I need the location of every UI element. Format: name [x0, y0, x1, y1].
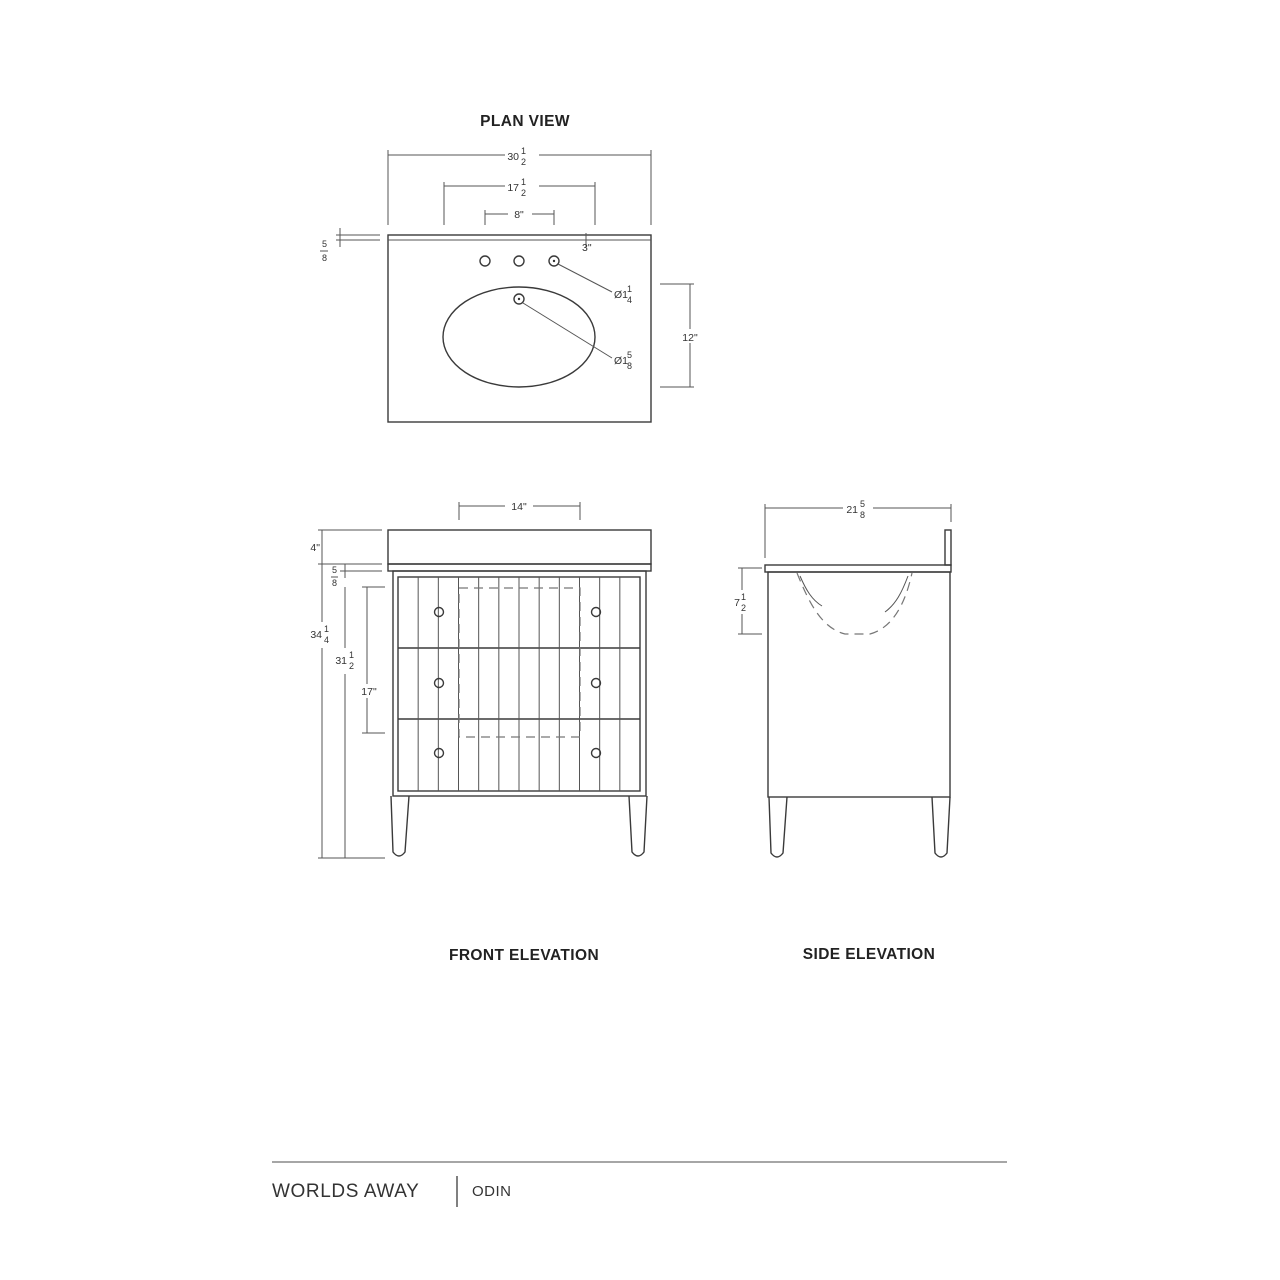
- dim-backsplash-height: 4": [310, 542, 320, 554]
- dim-bowl-side-num: 1: [741, 592, 747, 602]
- plan-basin-ellipse: [443, 287, 595, 387]
- dim-bowl-depth-plan: 12": [682, 332, 698, 344]
- dim-cabinet-height-den: 2: [349, 661, 355, 671]
- front-leg-left: [391, 796, 409, 856]
- dim-top-thickness-num: 5: [331, 565, 337, 575]
- knob-bottom-left: [435, 749, 444, 758]
- dim-overall-height-whole: 34: [310, 629, 322, 641]
- dim-overall-height-num: 1: [324, 624, 330, 634]
- knob-bottom-right: [592, 749, 601, 758]
- dim-backsplash-num: 5: [321, 239, 327, 249]
- dim-plan-width-whole: 30: [507, 151, 519, 163]
- footer-brand: WORLDS AWAY: [272, 1181, 420, 1202]
- plan-view-title: PLAN VIEW: [480, 113, 570, 130]
- plan-view: [320, 113, 702, 422]
- dim-drawer-height: 17": [361, 686, 377, 698]
- front-elevation: [308, 498, 651, 964]
- front-elevation-title: FRONT ELEVATION: [448, 947, 600, 964]
- faucet-hole-center-mark: [553, 260, 555, 262]
- side-basin-shade-left: [800, 576, 822, 606]
- side-cabinet-body: [768, 572, 950, 797]
- front-leg-right: [629, 796, 647, 856]
- faucet-hole-left: [480, 256, 490, 266]
- faucet-hole-center: [514, 256, 524, 266]
- dim-side-depth-num: 5: [860, 499, 866, 509]
- dim-drain-den: 8: [627, 361, 633, 371]
- dim-drain-num: 5: [627, 350, 633, 360]
- knob-top-left: [435, 608, 444, 617]
- dim-plan-width-den: 2: [521, 157, 527, 167]
- dim-cabinet-height-whole: 31: [335, 655, 347, 667]
- dim-front-basin-width: 14": [511, 501, 527, 513]
- dim-hole-offset: 3": [582, 242, 592, 254]
- side-elevation: [728, 498, 951, 963]
- dim-bowl-side-den: 2: [741, 603, 747, 613]
- side-backsplash: [945, 530, 951, 565]
- dim-faucet-hole-whole: Ø1: [614, 289, 629, 301]
- leader-faucet-hole: [558, 264, 612, 292]
- knob-middle-right: [592, 679, 601, 688]
- dim-drain-whole: Ø1: [614, 355, 629, 367]
- front-countertop: [388, 564, 651, 571]
- knob-top-right: [592, 608, 601, 617]
- footer-model: ODIN: [472, 1183, 512, 1200]
- dim-faucet-spread: 8": [514, 209, 524, 221]
- side-leg-front: [769, 797, 787, 857]
- dim-side-depth-whole: 21: [846, 504, 858, 516]
- dim-cabinet-height-num: 1: [349, 650, 355, 660]
- side-countertop: [765, 565, 951, 572]
- front-backsplash: [388, 530, 651, 564]
- leader-drain: [523, 303, 612, 358]
- dim-bowl-side-whole: 7: [734, 597, 740, 609]
- dim-plan-inner-num: 1: [521, 177, 527, 187]
- dim-top-thickness-den: 8: [331, 578, 337, 588]
- side-basin-shade-right: [885, 576, 908, 612]
- dim-plan-width-num: 1: [521, 146, 527, 156]
- dim-faucet-hole-num: 1: [627, 284, 633, 294]
- front-flutes: [418, 577, 620, 791]
- side-elevation-title: SIDE ELEVATION: [802, 946, 936, 963]
- dim-side-depth-den: 8: [860, 510, 866, 520]
- dim-faucet-hole-den: 4: [627, 295, 633, 305]
- dim-plan-inner-den: 2: [521, 188, 527, 198]
- dim-backsplash-den: 8: [321, 253, 327, 263]
- dim-plan-inner-whole: 17: [507, 182, 519, 194]
- plan-countertop-outline: [388, 235, 651, 422]
- footer: [272, 1162, 1007, 1207]
- drain-hole-center-mark: [518, 298, 520, 300]
- dim-overall-height-den: 4: [324, 635, 330, 645]
- side-leg-back: [932, 797, 950, 857]
- side-hidden-basin: [797, 573, 912, 634]
- knob-middle-left: [435, 679, 444, 688]
